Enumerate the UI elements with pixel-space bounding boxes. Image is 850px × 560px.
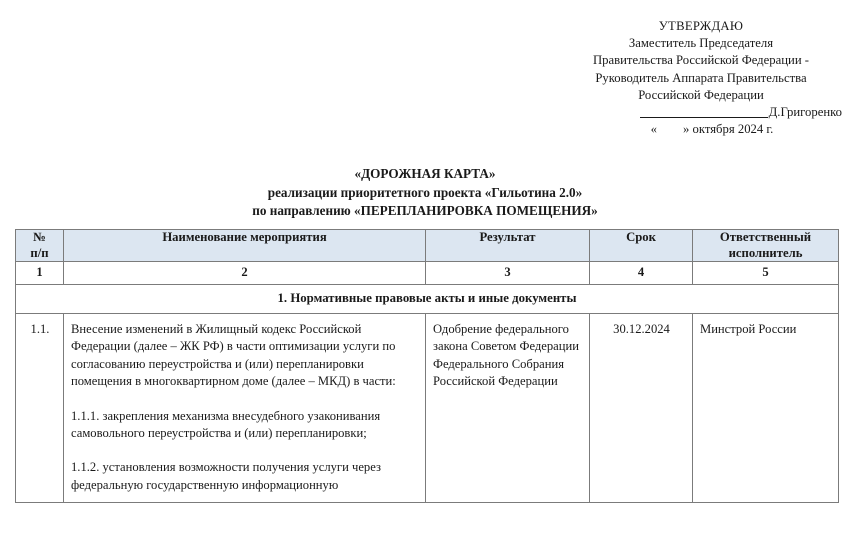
title-line-3: по направлению «ПЕРЕПЛАНИРОВКА ПОМЕЩЕНИЯ»: [252, 203, 598, 218]
section-header-label: 1. Нормативные правовые акты и иные документы: [16, 285, 839, 314]
approval-line-2: Правительства Российской Федерации -: [592, 53, 810, 68]
signer-name: Д.Григоренко: [768, 105, 842, 120]
row-number: 1.1.: [16, 314, 64, 503]
measure-paragraph-2: 1.1.1. закрепления механизма внесудебного узаконивания самовольного переустройства и (или) перепланировки;: [71, 408, 381, 441]
table-header-row: [16, 230, 839, 262]
approval-line-3: Руководитель Аппарата Правительства: [595, 70, 807, 85]
row-result: [426, 314, 590, 503]
roadmap-table: [15, 229, 839, 503]
section-header-row: [16, 285, 839, 314]
header-measure: Наименование мероприятия: [64, 230, 426, 262]
result-text: Одобрение федерального закона Советом Федерации Федерального Собрания Российской Федерации: [433, 322, 579, 389]
title-line-1: «ДОРОЖНАЯ КАРТА»: [354, 166, 496, 181]
signature-row: [560, 104, 842, 121]
row-measure: [64, 314, 426, 503]
column-number-2: 2: [64, 262, 426, 285]
document-title: [0, 165, 850, 221]
approval-line-1: Заместитель Председателя: [628, 36, 774, 51]
header-owner-line1: Ответственный: [719, 230, 812, 244]
header-number: [16, 230, 64, 262]
header-number-line1: №: [33, 230, 46, 244]
approval-line-4: Российской Федерации: [638, 87, 764, 102]
column-number-1: 1: [16, 262, 64, 285]
row-owner: Минстрой России: [693, 314, 839, 503]
header-number-line2: п/п: [30, 245, 49, 260]
header-owner-line2: исполнитель: [728, 245, 803, 260]
header-result: Результат: [426, 230, 590, 262]
column-number-3: 3: [426, 262, 590, 285]
column-numbering-row: [16, 262, 839, 285]
row-term: 30.12.2024: [590, 314, 693, 503]
title-line-2: реализации приоритетного проекта «Гильотина 2.0»: [267, 184, 583, 200]
approval-block: [560, 18, 842, 138]
header-term: Срок: [590, 230, 693, 262]
column-number-5: 5: [693, 262, 839, 285]
measure-paragraph-3: 1.1.2. установления возможности получения услуги через федеральную государственную информационную: [71, 460, 381, 492]
approval-title: УТВЕРЖДАЮ: [658, 19, 744, 33]
date-open-quote: «: [650, 122, 657, 137]
column-number-4: 4: [590, 262, 693, 285]
signature-rule: [640, 105, 768, 118]
table-row: [16, 314, 839, 503]
date-close-quote: »: [682, 122, 690, 137]
date-month-year: октября 2024 г.: [692, 122, 774, 137]
header-owner: [693, 230, 839, 262]
measure-paragraph-1: Внесение изменений в Жилищный кодекс Российской Федерации (далее – ЖК РФ) в части оптимизации услуги по согласованию переустройства и (или) перепланировки помещения в многоквартирном доме (далее – МКД) в части:: [71, 322, 396, 389]
approval-date: [560, 121, 842, 138]
